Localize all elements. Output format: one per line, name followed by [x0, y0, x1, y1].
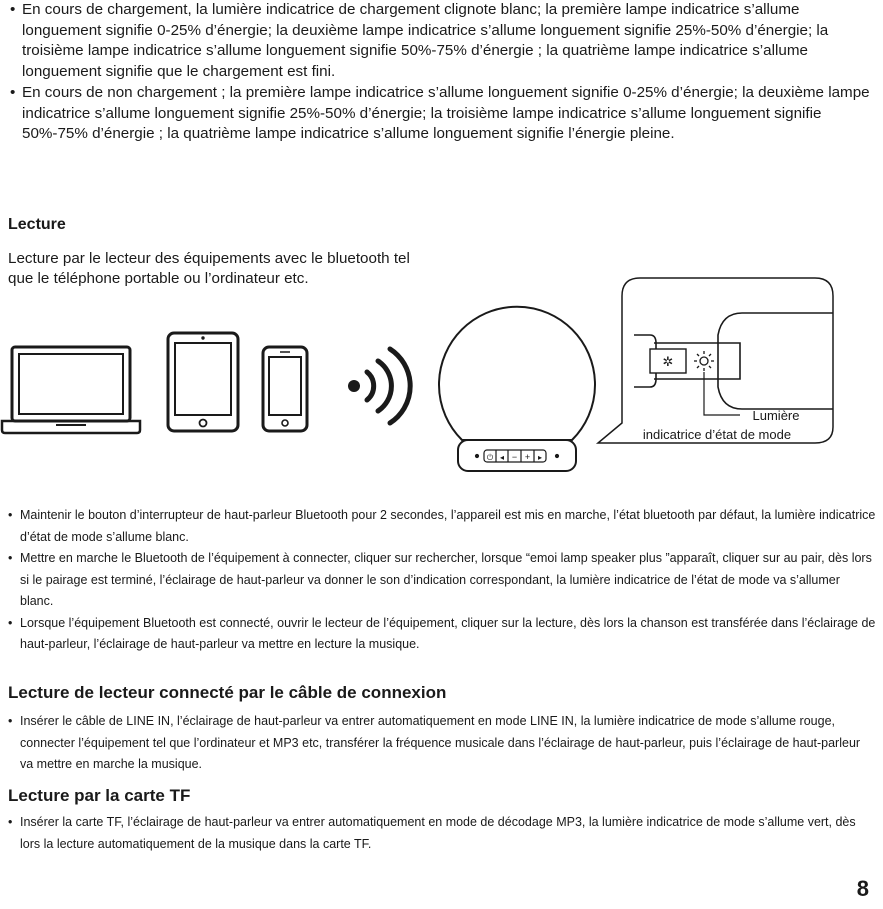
tf-card-steps-list: [6, 812, 876, 855]
section-heading-tf-card: Lecture par la carte TF: [8, 786, 191, 805]
bluetooth-steps-list: [6, 505, 876, 656]
section-heading-lecture: Lecture: [8, 216, 66, 233]
list-item: • Insérer la carte TF, l’éclairage de haut-parleur va entrer automatiquement en mode de décodage MP3, la lumière indicatrice de mode s’allume vert, dès lors la lecture automatiquement de la musique dans la carte TF.: [6, 812, 876, 855]
tablet-icon: [168, 333, 238, 431]
phone-icon: [263, 347, 307, 431]
svg-text:+: +: [524, 452, 531, 462]
charging-indicator-list: [8, 0, 874, 145]
lecture-intro-text: Lecture par le lecteur des équipements avec le bluetooth tel que le téléphone portable ou l’ordinateur etc.: [8, 250, 410, 287]
bluetooth-playback-illustration: [0, 275, 883, 475]
svg-text:▸: ▸: [537, 453, 543, 462]
list-item: • Mettre en marche le Bluetooth de l’équipement à connecter, cliquer sur rechercher, lorsque “emoi lamp speaker plus ”apparaît, cliquer sur au pair, dès lors si le pairage est terminé, l’éclairage de haut-parleur va donner le son d’indication correspondant, la lumière indicatrice de l’état de mode va s’allumer blanc.: [6, 548, 876, 613]
svg-text:−: −: [511, 452, 518, 462]
wireless-signal-icon: [348, 349, 410, 423]
line-in-steps-list: [6, 711, 876, 776]
list-item: • Lorsque l’équipement Bluetooth est connecté, ouvrir le lecteur de l’équipement, cliquer sur la lecture, dès lors la chanson est transférée dans l’éclairage de haut-parleur, l’éclairage de haut-parleur va mettre en lecture la musique.: [6, 613, 876, 656]
light-button-icon: ✲: [662, 354, 674, 369]
page-number: 8: [856, 876, 869, 901]
mode-indicator-callout: [598, 278, 833, 443]
svg-text:⏻: ⏻: [486, 453, 494, 462]
list-item: • Maintenir le bouton d’interrupteur de haut-parleur Bluetooth pour 2 secondes, l’appareil est mis en marche, l’état bluetooth par défaut, la lumière indicatrice d’état de mode s’allume blanc.: [6, 505, 876, 548]
laptop-icon: [2, 347, 140, 433]
svg-text:◂: ◂: [499, 453, 505, 462]
list-item: • En cours de non chargement ; la première lampe indicatrice s’allume longuement signifie 0-25% d’énergie; la deuxième lampe indicatrice s’allume longuement signifie 25%-50% d’énergie; la troisième lampe indicatrice s’allume longuement signifie 50%-75% d’énergie ; la quatrième lampe indicatrice s’allume longuement signifie l’énergie pleine.: [8, 83, 874, 145]
callout-label-line2: indicatrice d’état de mode: [642, 427, 792, 442]
lamp-speaker-icon: [439, 307, 595, 471]
list-item: • En cours de chargement, la lumière indicatrice de chargement clignote blanc; la première lampe indicatrice s’allume longuement signifie 0-25% d’énergie; la deuxième lampe indicatrice s’allume longuement signifie 25%-50% d’énergie; la troisième lampe indicatrice s’allume longuement signifie 50%-75% d’énergie ; la quatrième lampe indicatrice s’allume longuement signifie que le chargement est fini.: [8, 0, 874, 82]
callout-label-line1: Lumière: [752, 408, 800, 423]
section-heading-line-in: Lecture de lecteur connecté par le câble de connexion: [8, 683, 447, 702]
list-item: • Insérer le câble de LINE IN, l’éclairage de haut-parleur va entrer automatiquement en mode LINE IN, la lumière indicatrice de mode s’allume rouge, connecter l’équipement tel que l’ordinateur et MP3 etc, transférer la fréquence musicale dans l’éclairage de haut-parleur, puis l’éclairage de haut-parleur va mettre en marche la musique.: [6, 711, 876, 776]
